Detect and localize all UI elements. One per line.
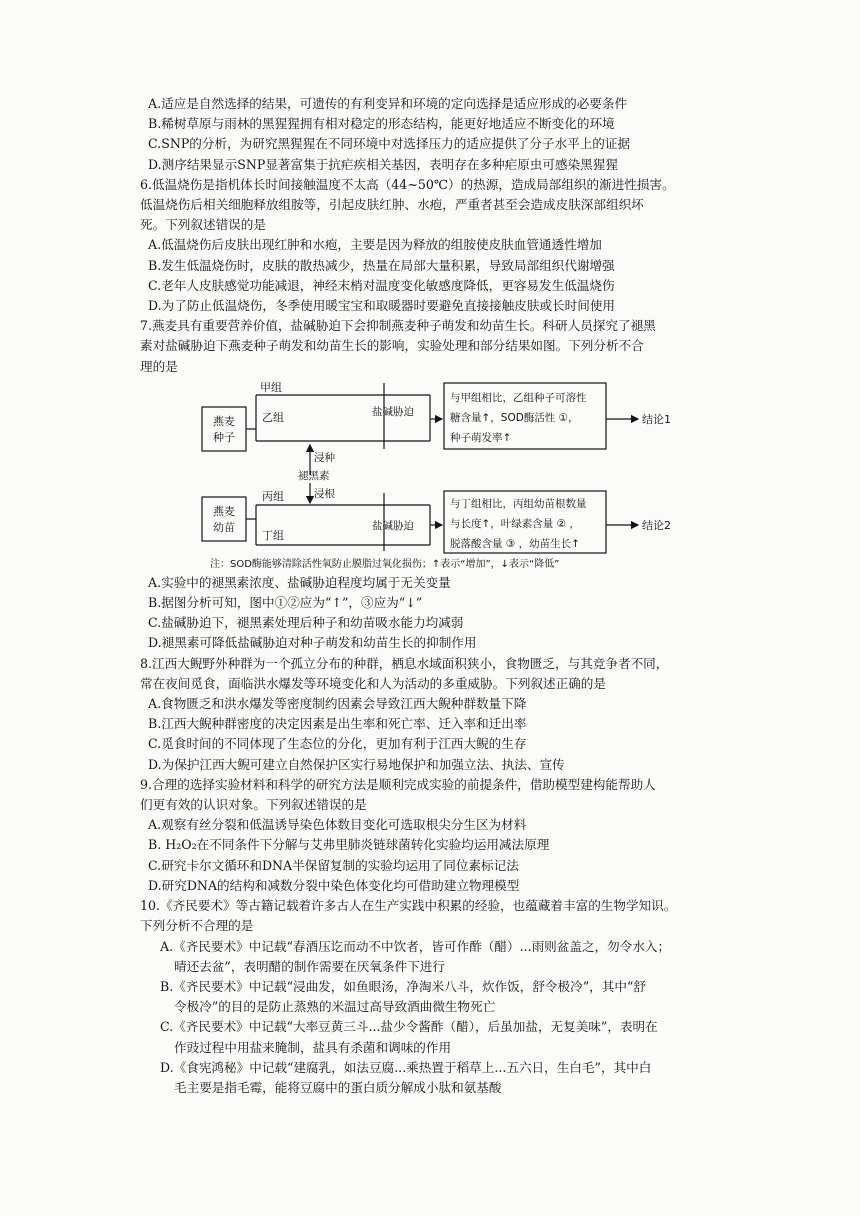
q10-stem-line-1: 10.《齐民要术》等古籍记载着许多古人在生产实践中积累的经验，也蕴藏着丰富的生物学知识。 [140,898,677,914]
q10-option-d-line-2: 毛主要是指毛霉，能将豆腐中的蛋白质分解成小肽和氨基酸 [174,1079,502,1095]
conclusion-2-label: 结论2 [642,518,671,532]
question-8 [140,654,740,775]
q6-stem-line-2: 低温烧伤后相关细胞释放组胺等，引起皮肤红肿、水疱，严重者甚至会造成皮肤深部组织坏 [140,197,644,213]
q8-option-a: A.食物匮乏和洪水爆发等密度制约因素会导致江西大鲵种群数量下降 [148,696,527,712]
q6-stem-line-1: 6.低温烧伤是指机体长时间接触温度不太高（44~50℃）的热源，造成局部组织的渐进性损害。 [140,176,675,192]
seedling-label-1: 燕麦 [213,504,235,518]
result-bottom-line-1: 与丁组相比，丙组幼苗根数量 [450,497,587,510]
q8-stem-line-2: 常在夜间觅食，面临洪水爆发等环境变化和人为活动的多重威胁。下列叙述正确的是 [140,675,606,691]
question-10 [140,896,740,1098]
q9-option-d: D.研究DNA的结构和减数分裂中染色体变化均可借助建立物理模型 [148,877,520,893]
q6-option-b: B.发生低温烧伤时，皮肤的散热减少，热量在局部大量积累，导致局部组织代谢增强 [148,257,615,273]
result-top-line-3: 种子萌发率↑ [450,431,512,444]
result-top-line-1: 与甲组相比，乙组种子可溶性 [450,391,587,404]
question-9 [140,775,740,896]
q6-option-c: C.老年人皮肤感觉功能减退，神经末梢对温度变化敏感度降低，更容易发生低温烧伤 [148,277,615,293]
result-bottom-line-2: 与长度↑，叶绿素含量 ② ， [450,517,580,530]
q8-option-d: D.为保护江西大鲵可建立自然保护区实行易地保护和加强立法、执法、宣传 [148,756,565,772]
q10-option-c-line-2: 作豉过程中用盐来腌制，盐具有杀菌和调味的作用 [174,1039,452,1055]
q7-option-c: C.盐碱胁迫下，褪黑素处理后种子和幼苗吸水能力均减弱 [148,615,464,631]
q5-options [140,94,740,175]
seedling-box [202,497,246,541]
q7-option-b: B.据图分析可知，图中①②应为“↑”，③应为“↓” [148,595,423,611]
q10-option-a-line-1: A.《齐民要术》中记载“春酒压讫而动不中饮者，皆可作酢（醋）...雨则盆盖之，勿令水入； [160,938,671,954]
exam-content [140,94,740,1098]
q7-stem-line-3: 理的是 [140,358,178,374]
q7-option-d: D.褪黑素可降低盐碱胁迫对种子萌发和幼苗生长的抑制作用 [148,635,477,651]
root-soak-label: 浸根 [314,487,335,500]
q7-option-a: A.实验中的褪黑素浓度、盐碱胁迫程度均属于无关变量 [148,574,451,590]
question-7 [140,316,740,653]
q5-option-b: B.稀树草原与雨林的黑猩猩拥有相对稳定的形态结构，能更好地适应不断变化的环境 [148,116,615,132]
q8-stem-line-1: 8.江西大鲵野外种群为一个孤立分布的种群，栖息水域面积狭小，食物匮乏，与其竞争者不同， [140,655,669,671]
group-ding-label: 丁组 [262,528,284,542]
stress-bottom-label: 盐碱胁迫 [372,519,414,532]
melatonin-label: 褪黑素 [298,469,330,482]
conclusion-1-label: 结论1 [642,412,671,426]
q10-option-a-line-2: 晴还去盆”，表明醋的制作需要在厌氧条件下进行 [174,958,445,974]
q7-experiment-diagram [140,379,740,557]
q10-option-c-line-1: C.《齐民要术》中记载“大率豆黄三斗...盐少令酱酢（醋），后虽加盐，无复美味”，表明在 [160,1019,658,1035]
q7-diagram-note: 注：SOD酶能够清除活性氧防止膜脂过氧化损伤；↑表示“增加”，↓表示“降低” [210,558,560,570]
soak-label: 浸种 [314,451,335,464]
q5-option-d: D.测序结果显示SNP显著富集于抗疟疾相关基因，表明存在多种疟原虫可感染黑猩猩 [148,156,618,172]
q7-diagram-svg [140,379,740,557]
q9-option-c: C.研究卡尔文循环和DNA半保留复制的实验均运用了同位素标记法 [148,857,519,873]
group-yi-label: 乙组 [262,410,284,424]
group-bing-label: 丙组 [262,489,284,503]
group-jia-label: 甲组 [260,380,282,394]
stress-top-label: 盐碱胁迫 [372,405,414,418]
question-6 [140,175,740,316]
seed-label-2: 种子 [213,430,235,444]
result-top-line-2: 糖含量↑，SOD酶活性 ①， [450,411,579,424]
q10-option-b-line-1: B.《齐民要术》中记载“浸曲发，如鱼眼汤，净淘米八斗，炊作饭，舒令极冷”，其中“舒 [160,978,646,994]
q9-option-b: B. H₂O₂在不同条件下分解与艾弗里肺炎链球菌转化实验均运用减法原理 [148,837,550,853]
q9-stem-line-1: 9.合理的选择实验材料和科学的研究方法是顺利完成实验的前提条件，借助模型建构能帮助人 [140,776,656,792]
q6-stem-line-3: 死。下列叙述错误的是 [140,217,266,233]
q7-stem-line-2: 素对盐碱胁迫下燕麦种子萌发和幼苗生长的影响，实验处理和部分结果如图。下列分析不合 [140,338,644,354]
q7-stem-line-1: 7.燕麦具有重要营养价值，盐碱胁迫下会抑制燕麦种子萌发和幼苗生长。科研人员探究了褪黑 [140,318,656,334]
q6-option-d: D.为了防止低温烧伤，冬季使用暖宝宝和取暖器时要避免直接接触皮肤或长时间使用 [148,298,616,314]
q8-option-b: B.江西大鲵种群密度的决定因素是出生率和死亡率、迁入率和迁出率 [148,716,527,732]
seed-box [202,407,246,451]
q5-option-a: A.适应是自然选择的结果，可遗传的有利变异和环境的定向选择是适应形成的必要条件 [148,96,628,111]
q9-option-a: A.观察有丝分裂和低温诱导染色体数目变化可选取根尖分生区为材料 [148,817,527,833]
q6-option-a: A.低温烧伤后皮肤出现红肿和水疱，主要是因为释放的组胺使皮肤血管通透性增加 [148,237,602,253]
q10-option-d-line-1: D.《食宪鸿秘》中记载“建腐乳，如法豆腐...乘热置于稻草上...五六日，生白毛”，其中白 [160,1059,652,1075]
q8-option-c: C.觅食时间的不同体现了生态位的分化，更加有利于江西大鲵的生存 [148,736,527,752]
seed-label-1: 燕麦 [213,414,235,428]
q5-option-c: C.SNP的分析，为研究黑猩猩在不同环境中对选择压力的适应提供了分子水平上的证据 [148,136,631,152]
q10-option-b-line-2: 令极冷”的目的是防止蒸熟的米温过高导致酒曲微生物死亡 [174,999,496,1015]
q9-stem-line-2: 们更有效的认识对象。下列叙述错误的是 [140,797,367,813]
result-bottom-line-3: 脱落酸含量 ③ ，幼苗生长↑ [450,537,580,550]
seedling-label-2: 幼苗 [213,520,235,534]
q10-stem-line-2: 下列分析不合理的是 [140,918,254,934]
